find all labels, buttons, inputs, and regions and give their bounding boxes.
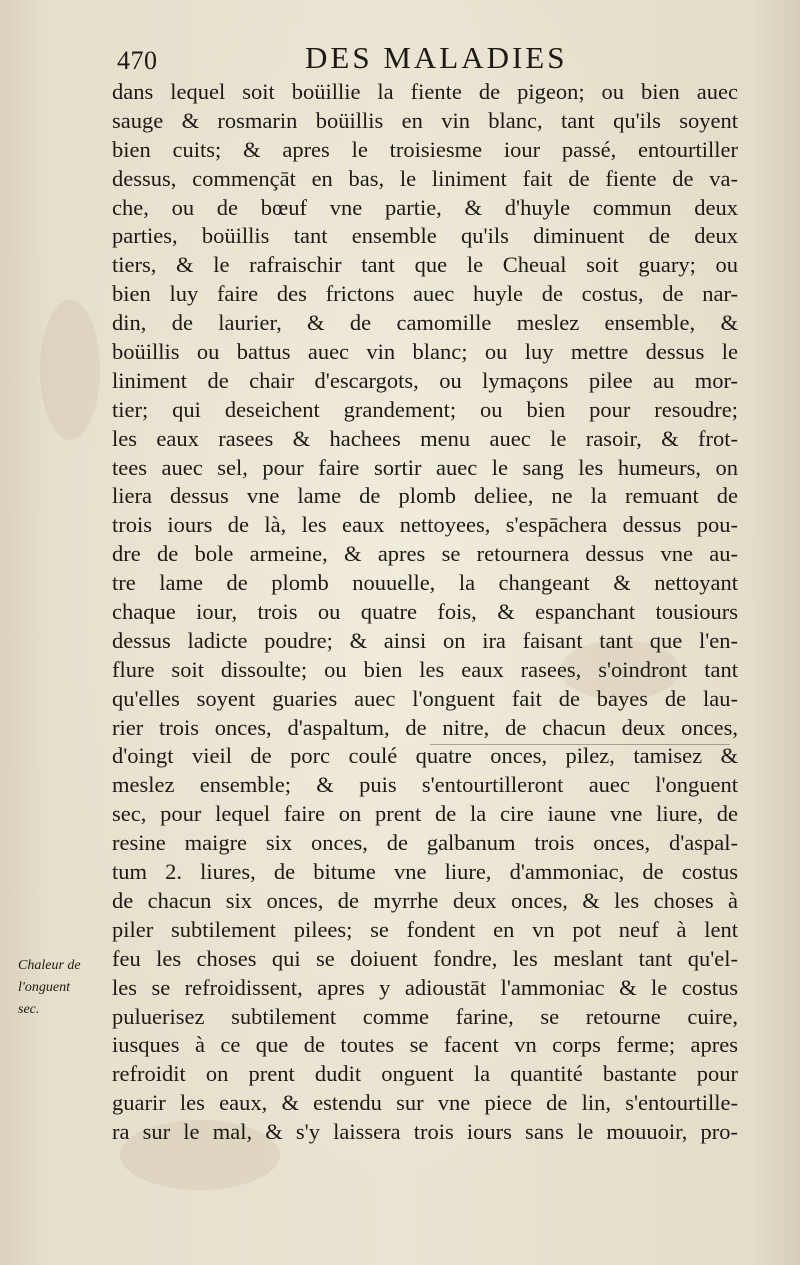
- margin-note-line: l'onguent: [18, 980, 70, 995]
- text-line: che, ou de bœuf vne partie, & d'huyle commun deux: [112, 194, 738, 220]
- text-line: guarir les eaux, & estendu sur vne piece de lin, s'entourtille-: [112, 1090, 738, 1116]
- text-line: feu les choses qui se doiuent fondre, les meslant tant qu'el-: [112, 945, 738, 971]
- text-line: meslez ensemble; & puis s'entourtilleront auec l'onguent: [112, 772, 738, 798]
- text-line: liniment de chair d'escargots, ou lymaçons pilee au mor-: [112, 367, 738, 393]
- text-line: trois iours de là, les eaux nettoyees, s'espāchera dessus pou-: [112, 512, 738, 538]
- text-line: bien luy faire des frictons auec huyle de costus, de nar-: [112, 281, 738, 307]
- text-line: resine maigre six onces, de galbanum trois onces, d'aspal-: [112, 830, 738, 856]
- running-head: DES MALADIES: [305, 40, 568, 75]
- margin-note: [18, 955, 110, 1021]
- text-line: dessus ladicte poudre; & ainsi on ira faisant tant que l'en-: [112, 627, 738, 653]
- text-line: piler subtilement pilees; se fondent en vn pot neuf à lent: [112, 916, 738, 942]
- text-line: tier; qui deseichent grandement; ou bien pour resoudre;: [112, 396, 738, 422]
- text-line: tre lame de plomb nouuelle, la changeant & nettoyant: [112, 570, 738, 596]
- text-line: bien cuits; & apres le troisiesme iour passé, entourtiller: [112, 136, 738, 162]
- text-line: dre de bole armeine, & apres se retournera dessus vne au-: [112, 541, 738, 567]
- text-line: boüillis ou battus auec vin blanc; ou luy mettre dessus le: [112, 339, 738, 365]
- ink-underline: [430, 744, 730, 745]
- text-line: ra sur le mal, & s'y laissera trois iours sans le mouuoir, pro-: [112, 1119, 738, 1145]
- page-header: [117, 38, 737, 78]
- text-line: qu'elles soyent guaries auec l'onguent fait de bayes de lau-: [112, 685, 738, 711]
- text-line: dessus, commençāt en bas, le liniment fait de fiente de va-: [112, 165, 738, 191]
- text-line: d'oingt vieil de porc coulé quatre onces, pilez, tamisez &: [112, 743, 738, 769]
- text-line: parties, boüillis tant ensemble qu'ils diminuent de deux: [112, 223, 738, 249]
- text-line: iusques à ce que de toutes se facent vn corps ferme; apres: [112, 1032, 738, 1058]
- text-line: les eaux rasees & hachees menu auec le rasoir, & frot-: [112, 425, 738, 451]
- text-line: tum 2. liures, de bitume vne liure, d'ammoniac, de costus: [112, 859, 738, 885]
- text-line: rier trois onces, d'aspaltum, de nitre, de chacun deux onces,: [112, 714, 738, 740]
- text-line: sec, pour lequel faire on prent de la cire iaune vne liure, de: [112, 801, 738, 827]
- text-line: dans lequel soit boüillie la fiente de pigeon; ou bien auec: [112, 79, 738, 104]
- body-text: [112, 78, 738, 1147]
- margin-note-line: sec.: [18, 1002, 40, 1017]
- paper-stain: [40, 300, 100, 440]
- text-line: sauge & rosmarin boüillis en vin blanc, tant qu'ils soyent: [112, 107, 738, 133]
- text-line: les se refroidissent, apres y adioustāt l'ammoniac & le costus: [112, 974, 738, 1000]
- text-line: flure soit dissoulte; ou bien les eaux rasees, s'oindront tant: [112, 656, 738, 682]
- text-line: din, de laurier, & de camomille meslez ensemble, &: [112, 310, 738, 336]
- text-line: de chacun six onces, de myrrhe deux onces, & les choses à: [112, 887, 738, 913]
- margin-note-line: Chaleur de: [18, 958, 81, 973]
- text-line: liera dessus vne lame de plomb deliee, ne la remuant de: [112, 483, 738, 509]
- page-number: 470: [117, 46, 158, 75]
- text-line: refroidit on prent dudit onguent la quantité bastante pour: [112, 1061, 738, 1087]
- text-line: puluerisez subtilement comme farine, se retourne cuire,: [112, 1003, 738, 1029]
- text-line: chaque iour, trois ou quatre fois, & espanchant tousiours: [112, 599, 738, 625]
- text-line: tees auec sel, pour faire sortir auec le sang les humeurs, on: [112, 454, 738, 480]
- text-line: tiers, & le rafraischir tant que le Cheual soit guary; ou: [112, 252, 738, 278]
